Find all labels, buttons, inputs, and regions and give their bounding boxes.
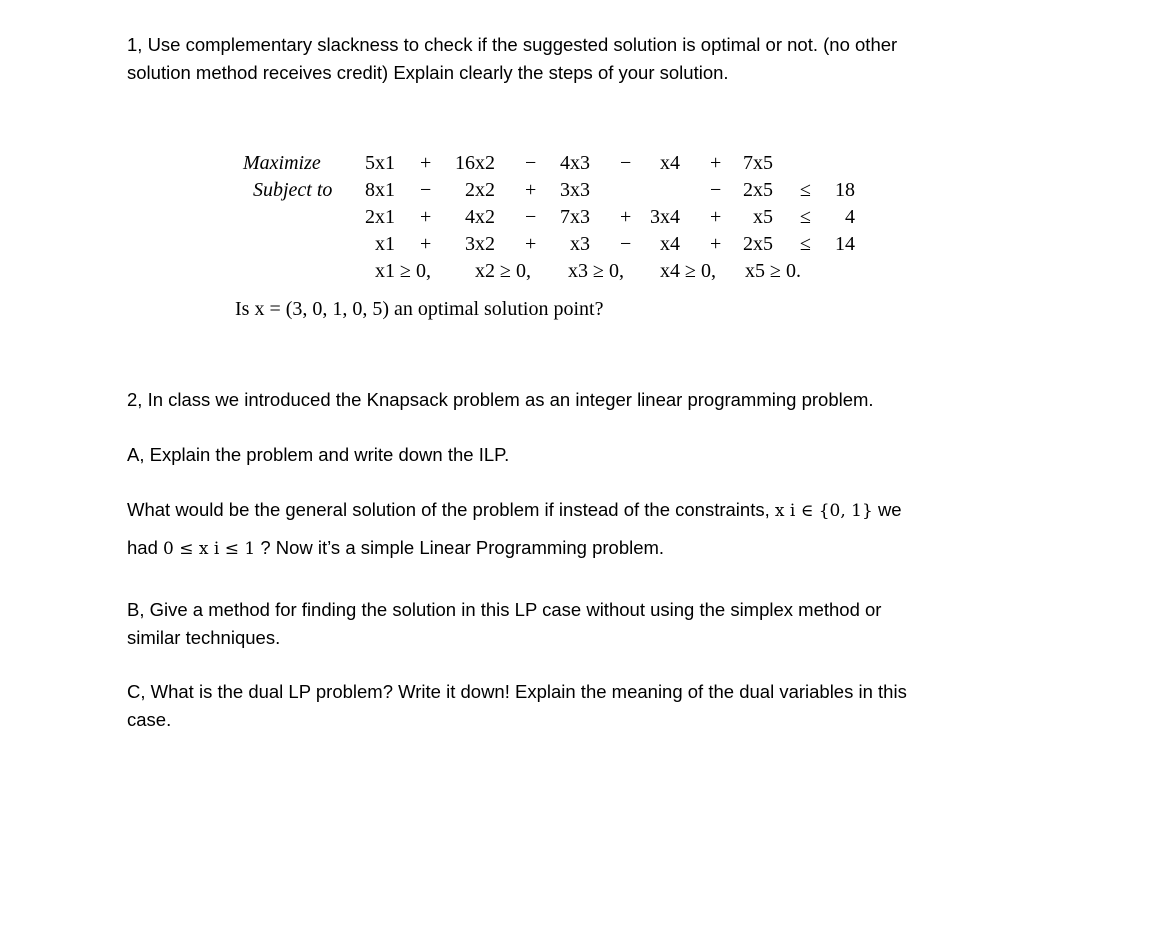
- nonneg-x4: x4 ≥ 0,: [660, 260, 716, 282]
- c3-op: +: [420, 233, 432, 255]
- q2-had-line: [127, 534, 1007, 563]
- c3-term-x4: x4: [660, 233, 680, 255]
- c3-rhs: 14: [835, 233, 855, 255]
- obj-term-x3: 4x3: [560, 152, 590, 174]
- c3-term-x1: x1: [375, 233, 395, 255]
- c2-le: ≤: [800, 206, 811, 228]
- q2-had-suffix: ? Now it’s a simple Linear Programming problem.: [260, 537, 665, 558]
- q2-what-prefix: What would be the general solution of the problem if instead of the constraints,: [127, 499, 770, 520]
- c2-op: +: [420, 206, 432, 228]
- optimality-question: Is x = (3, 0, 1, 0, 5) an optimal solution point?: [235, 298, 604, 320]
- c3-le: ≤: [800, 233, 811, 255]
- c1-op: +: [525, 179, 537, 201]
- q1-line-2: solution method receives credit) Explain clearly the steps of your solution.: [127, 62, 729, 83]
- q2-had-math: 0 ≤ x i ≤ 1: [163, 539, 256, 559]
- c2-op: +: [620, 206, 632, 228]
- c1-term-x3: 3x3: [560, 179, 590, 201]
- obj-term-x5: 7x5: [743, 152, 773, 174]
- c3-term-x3: x3: [570, 233, 590, 255]
- q2-c-line-1: C, What is the dual LP problem? Write it down! Explain the meaning of the dual variables in this: [127, 681, 907, 702]
- c3-op: −: [620, 233, 632, 255]
- c2-term-x4: 3x4: [650, 206, 680, 228]
- c1-op: −: [420, 179, 432, 201]
- c3-op: +: [710, 233, 722, 255]
- q2-what-math: x i ∈ {0, 1}: [774, 501, 873, 521]
- q2-what-line: [127, 496, 1007, 525]
- obj-op: −: [620, 152, 632, 174]
- c3-term-x2: 3x2: [465, 233, 495, 255]
- q2-c-line-2: case.: [127, 709, 172, 730]
- q2-what-suffix: we: [877, 499, 902, 520]
- c1-le: ≤: [800, 179, 811, 201]
- obj-term-x1: 5x1: [365, 152, 395, 174]
- linear-program: [235, 150, 875, 320]
- c2-term-x1: 2x1: [365, 206, 395, 228]
- c2-term-x2: 4x2: [465, 206, 495, 228]
- obj-op: +: [420, 152, 432, 174]
- q1-line-1: 1, Use complementary slackness to check if the suggested solution is optimal or not. (no other: [127, 34, 898, 55]
- maximize-label: Maximize: [243, 152, 321, 174]
- c2-term-x5: x5: [753, 206, 773, 228]
- nonneg-x5: x5 ≥ 0.: [745, 260, 801, 282]
- subject-to-label: Subject to: [253, 179, 333, 201]
- nonneg-x1: x1 ≥ 0,: [375, 260, 431, 282]
- c2-op: −: [525, 206, 537, 228]
- obj-term-x4: x4: [660, 152, 680, 174]
- obj-op: +: [710, 152, 722, 174]
- c3-op: +: [525, 233, 537, 255]
- question-1-text: [127, 31, 1007, 87]
- c2-term-x3: 7x3: [560, 206, 590, 228]
- q2-part-c: [127, 678, 1007, 734]
- q2-intro: 2, In class we introduced the Knapsack problem as an integer linear programming problem.: [127, 389, 874, 410]
- obj-op: −: [525, 152, 537, 174]
- c1-rhs: 18: [835, 179, 855, 201]
- c2-rhs: 4: [845, 206, 855, 228]
- c1-op: −: [710, 179, 722, 201]
- q2-part-a: A, Explain the problem and write down the ILP.: [127, 444, 510, 465]
- q2-b-line-2: similar techniques.: [127, 627, 281, 648]
- q2-had-prefix: had: [127, 537, 158, 558]
- c3-term-x5: 2x5: [743, 233, 773, 255]
- c1-term-x1: 8x1: [365, 179, 395, 201]
- nonneg-x2: x2 ≥ 0,: [475, 260, 531, 282]
- c2-op: +: [710, 206, 722, 228]
- q2-part-b: [127, 596, 1007, 652]
- nonneg-x3: x3 ≥ 0,: [568, 260, 624, 282]
- q2-b-line-1: B, Give a method for finding the solution in this LP case without using the simplex method or: [127, 599, 882, 620]
- obj-term-x2: 16x2: [455, 152, 495, 174]
- c1-term-x2: 2x2: [465, 179, 495, 201]
- c1-term-x5: 2x5: [743, 179, 773, 201]
